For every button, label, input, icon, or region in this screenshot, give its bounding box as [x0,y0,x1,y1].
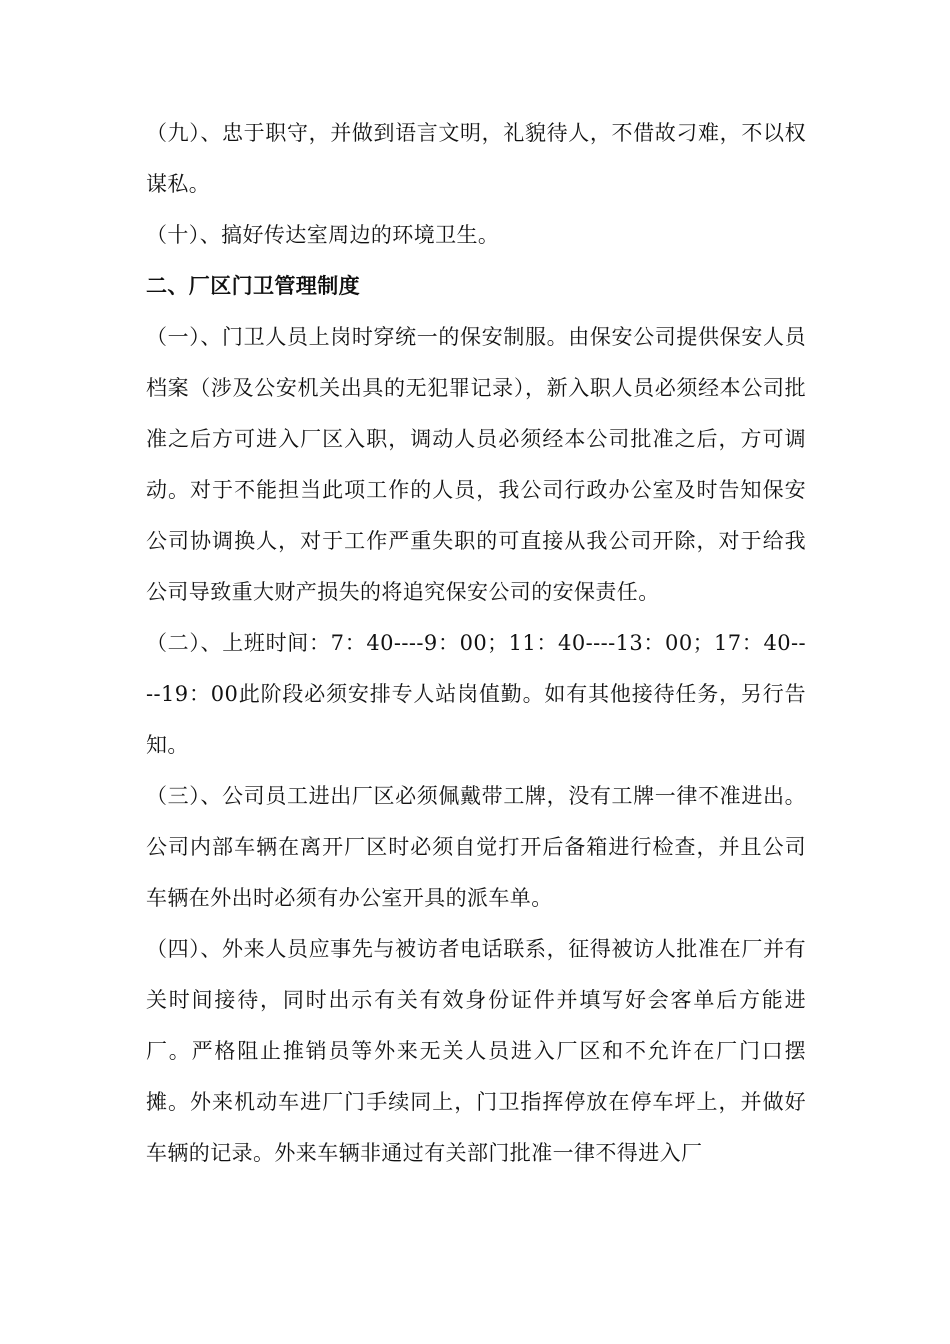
paragraph-item-9: （九）、忠于职守，并做到语言文明，礼貌待人，不借故刁难，不以权谋私。 [146,121,806,196]
document-page [146,108,806,1179]
paragraph-item-3: （三）、公司员工进出厂区必须佩戴带工牌，没有工牌一律不准进出。公司内部车辆在离开厂区时必须自觉打开后备箱进行检查，并且公司车辆在外出时必须有办公室开具的派车单。 [146,784,806,910]
paragraph-item-2: （二）、上班时间：7：40----9：00；11：40----13：00；17：40----19：00此阶段必须安排专人站岗值勤。如有其他接待任务，另行告知。 [146,631,806,757]
section-heading: 二、厂区门卫管理制度 [146,274,360,298]
paragraph-item-1: （一）、门卫人员上岗时穿统一的保安制服。由保安公司提供保安人员档案（涉及公安机关出具的无犯罪记录），新入职人员必须经本公司批准之后方可进入厂区入职，调动人员必须经本公司批准之后，方可调动。对于不能担当此项工作的人员，我公司行政办公室及时告知保安公司协调换人，对于工作严重失职的可直接从我公司开除，对于给我公司导致重大财产损失的将追究保安公司的安保责任。 [146,325,806,604]
paragraph-item-10: （十）、搞好传达室周边的环境卫生。 [146,223,500,247]
paragraph-item-4: （四）、外来人员应事先与被访者电话联系，征得被访人批准在厂并有关时间接待，同时出示有关有效身份证件并填写好会客单后方能进厂。严格阻止推销员等外来无关人员进入厂区和不允许在厂门口摆摊。外来机动车进厂门手续同上，门卫指挥停放在停车坪上，并做好车辆的记录。外来车辆非通过有关部门批准一律不得进入厂 [146,937,806,1165]
